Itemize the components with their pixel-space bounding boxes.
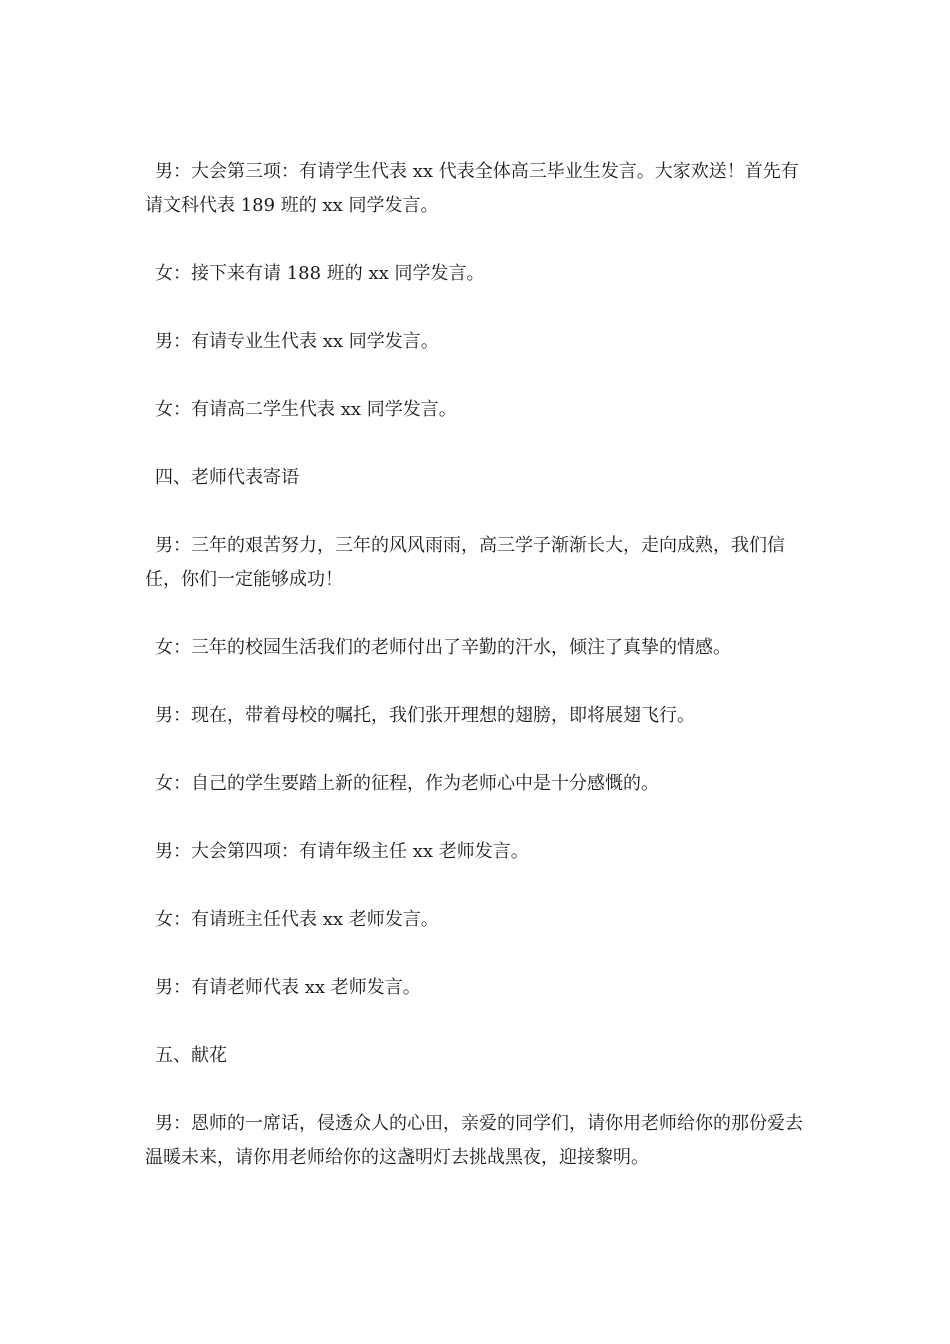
paragraph-speech: 男：有请专业生代表 xx 同学发言。	[155, 331, 439, 352]
paragraph-speech: 男：有请老师代表 xx 老师发言。	[155, 977, 421, 998]
section-heading: 五、献花	[155, 1045, 227, 1066]
document-body	[145, 155, 810, 1209]
paragraph-speech: 男：大会第三项：有请学生代表 xx 代表全体高三毕业生发言。大家欢送！首先有请文科代表 189 班的 xx 同学发言。	[145, 161, 799, 216]
paragraph-speech: 男：恩师的一席话，侵透众人的心田，亲爱的同学们，请你用老师给你的那份爱去温暖未来，请你用老师给你的这盏明灯去挑战黑夜，迎接黎明。	[145, 1113, 803, 1168]
paragraph-speech: 男：三年的艰苦努力，三年的风风雨雨，高三学子渐渐长大，走向成熟，我们信任，你们一定能够成功！	[145, 535, 785, 590]
paragraph-speech: 女：接下来有请 188 班的 xx 同学发言。	[155, 263, 485, 284]
paragraph-speech: 女：有请班主任代表 xx 老师发言。	[155, 909, 439, 930]
paragraph-speech: 女：自己的学生要踏上新的征程，作为老师心中是十分感慨的。	[155, 773, 659, 794]
paragraph-speech: 女：有请高二学生代表 xx 同学发言。	[155, 399, 457, 420]
paragraph-speech: 男：大会第四项：有请年级主任 xx 老师发言。	[155, 841, 529, 862]
paragraph-speech: 女：三年的校园生活我们的老师付出了辛勤的汗水，倾注了真挚的情感。	[155, 637, 731, 658]
paragraph-speech: 男：现在，带着母校的嘱托，我们张开理想的翅膀，即将展翅飞行。	[155, 705, 695, 726]
section-heading: 四、老师代表寄语	[155, 467, 299, 488]
